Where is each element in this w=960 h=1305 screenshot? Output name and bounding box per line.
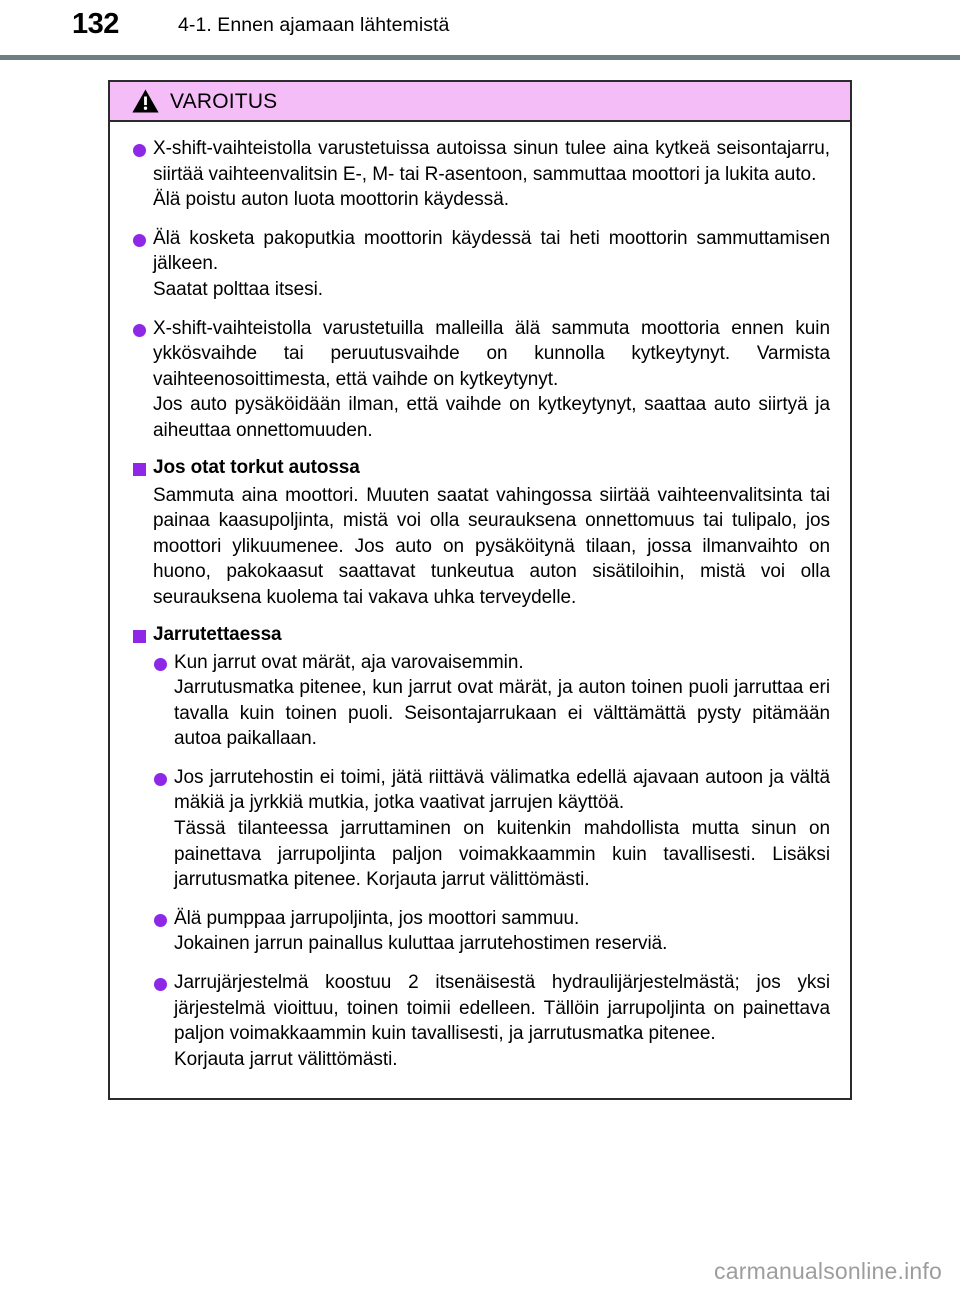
warning-subsection-heading-label: Jos otat torkut autossa	[153, 456, 360, 478]
warning-box-header	[110, 82, 850, 122]
warning-box	[108, 80, 852, 1100]
warning-list-item	[153, 906, 830, 957]
warning-list-item	[153, 650, 830, 752]
bullet-dot-icon	[133, 324, 146, 337]
warning-text: Sammuta aina moottori. Muuten saatat vahingossa siirtää vaihteenvalitsinta tai painaa kaasupoljinta, mistä voi olla seurauksena onnettomuus tai tulipalo, jos moottori ylikuumenee. Jos auto on pysäköitynä tilaan, jossa ilmanvaihto on huono, pakokaasut saattavat tunkeutua auton sisätiloihin, mistä voi olla seurauksena kuolema tai vakava uhka terveydelle.	[153, 484, 830, 608]
warning-subsection-heading	[132, 624, 830, 646]
page-number: 132	[72, 8, 119, 40]
warning-list-item	[153, 765, 830, 893]
warning-box-body	[110, 122, 850, 1098]
warning-text: Kun jarrut ovat märät, aja varovaisemmin.	[174, 651, 524, 673]
warning-text: Älä kosketa pakoputkia moottorin käydessä tai heti moottorin sammuttamisen jälkeen.	[153, 227, 830, 275]
warning-text: Tässä tilanteessa jarruttaminen on kuitenkin mahdollista mutta sinun on painettava jarrupoljinta paljon voimakkaammin kuin tavallisesti. Lisäksi jarrutusmatka pitenee. Korjauta jarrut välittömästi.	[174, 818, 830, 891]
bullet-square-icon	[133, 463, 146, 476]
warning-text: Jarrutusmatka pitenee, kun jarrut ovat märät, ja auton toinen puoli jarruttaa eri tavalla kuin toinen puoli. Seisontajarrukaan ei välttämättä pysty pitämään autoa paikallaan.	[174, 677, 830, 750]
bullet-dot-icon	[154, 978, 167, 991]
warning-list-item	[132, 136, 830, 213]
warning-text: Jokainen jarrun painallus kuluttaa jarrutehostimen reserviä.	[174, 933, 668, 955]
warning-subsection-heading-label: Jarrutettaessa	[153, 623, 282, 645]
bullet-dot-icon	[133, 234, 146, 247]
bullet-dot-icon	[154, 658, 167, 671]
header-divider	[0, 55, 960, 60]
site-watermark: carmanualsonline.info	[714, 1258, 942, 1284]
warning-text: Älä poistu auton luota moottorin käydessä.	[153, 189, 509, 211]
bullet-dot-icon	[154, 773, 167, 786]
section-title: 4-1. Ennen ajamaan lähtemistä	[178, 14, 450, 36]
warning-subsection-heading	[132, 457, 830, 479]
warning-text: Korjauta jarrut välittömästi.	[174, 1048, 398, 1070]
bullet-dot-icon	[154, 914, 167, 927]
warning-text: X-shift-vaihteistolla varustetuilla malleilla älä sammuta moottoria ennen kuin ykkösvaihde tai peruutusvaihde on kunnolla kytkeytynyt. Varmista vaihteenosoittimesta, että vaihde on kytkeytynyt.	[153, 317, 830, 390]
warning-triangle-icon	[132, 89, 159, 113]
warning-list-item	[132, 226, 830, 303]
warning-box-title: VAROITUS	[170, 89, 278, 113]
warning-list-item	[153, 970, 830, 1072]
bullet-square-icon	[133, 630, 146, 643]
warning-text: Älä pumppaa jarrupoljinta, jos moottori sammuu.	[174, 907, 580, 929]
warning-subsection-body	[132, 650, 830, 1073]
warning-subsection	[132, 624, 830, 1073]
warning-text: Jos auto pysäköidään ilman, että vaihde on kytkeytynyt, saattaa auto siirtyä ja aiheuttaa onnettomuuden.	[153, 394, 830, 441]
page-header	[0, 0, 960, 58]
warning-text: Jarrujärjestelmä koostuu 2 itsenäisestä hydraulijärjestelmästä; jos yksi järjestelmä vioittuu, toinen toimii edelleen. Tällöin jarrupoljinta on painettava paljon voimakkaammin kuin tavallisesti, ja jarrutusmatka pitenee.	[174, 972, 830, 1045]
warning-subsection-body	[132, 483, 830, 611]
warning-text: Jos jarrutehostin ei toimi, jätä riittävä välimatka edellä ajavaan autoon ja vältä mäkiä ja jyrkkiä mutkia, jotka vaativat jarrujen käyttöä.	[174, 766, 830, 814]
warning-subsection	[132, 457, 830, 611]
warning-text: Saatat polttaa itsesi.	[153, 278, 324, 300]
warning-text: X-shift-vaihteistolla varustetuissa autoissa sinun tulee aina kytkeä seisontajarru, siirtää vaihteenvalitsin E-, M- tai R-asentoon, sammuttaa moottori ja lukita auto.	[153, 138, 830, 185]
bullet-dot-icon	[133, 144, 146, 157]
warning-list-item	[132, 316, 830, 444]
